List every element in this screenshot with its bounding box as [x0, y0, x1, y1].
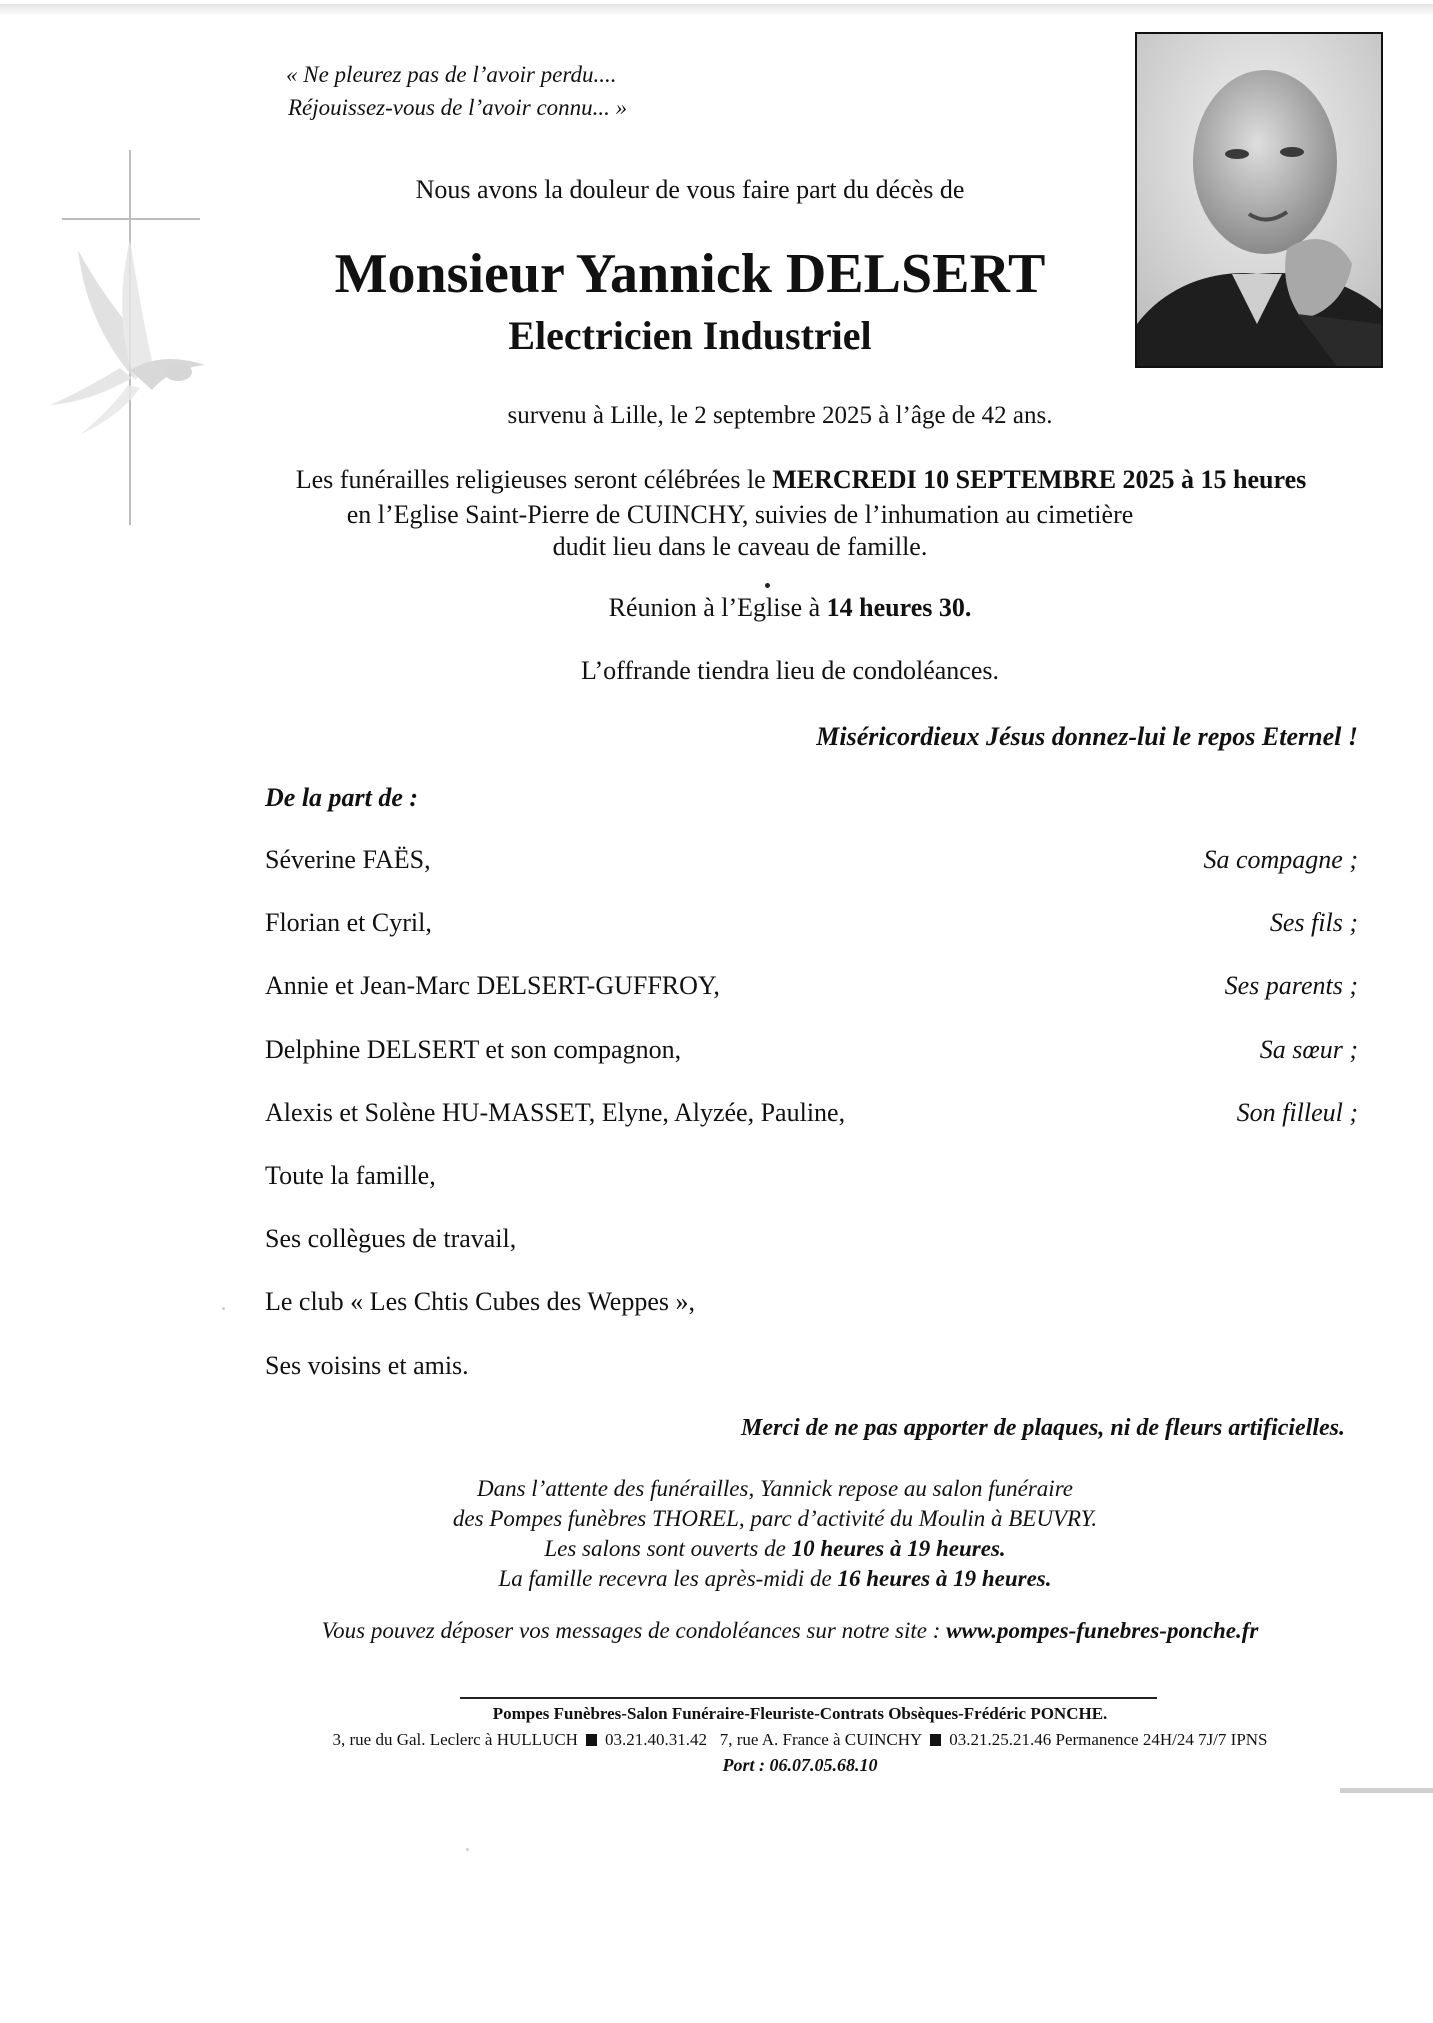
family-member-name: Delphine DELSERT et son compagnon, [265, 1034, 682, 1064]
family-member [265, 1287, 1358, 1350]
family-member-name: Le club « Les Chtis Cubes des Weppes », [265, 1287, 695, 1317]
family-visit-hours: 16 heures à 19 heures. [837, 1566, 1052, 1591]
family-member-name: Florian et Cyril, [265, 908, 432, 938]
funeral-datetime: MERCREDI 10 SEPTEMBRE 2025 à 15 heures [772, 465, 1307, 494]
family-member [265, 971, 1358, 1034]
family-list [265, 845, 1358, 1414]
footer-address-cuinchy: 7, rue A. France à CUINCHY [719, 1730, 923, 1749]
quote-line-2: Réjouissez-vous de l’avoir connu... » [288, 95, 628, 120]
wait-line-1: Dans l’attente des funérailles, Yannick repose au salon funéraire [476, 1476, 1074, 1501]
footer-permanence: Permanence 24H/24 7J/7 IPNS [1055, 1730, 1268, 1749]
funeral-line-2: en l’Eglise Saint-Pierre de CUINCHY, suivies de l’inhumation au cimetière [346, 500, 1134, 529]
opening-quote [286, 58, 627, 124]
portrait-image [1137, 34, 1381, 366]
reunion-line [400, 593, 1180, 623]
family-member [265, 1035, 1358, 1098]
stray-dot [765, 583, 770, 588]
family-member [265, 1224, 1358, 1287]
family-member-relation: Sa sœur ; [1259, 1034, 1358, 1064]
offrande-line: L’offrande tiendra lieu de condoléances. [581, 656, 999, 685]
dove-icon [40, 230, 215, 440]
condolences-site-prefix: Vous pouvez déposer vos messages de condoléances sur notre site : [321, 1618, 947, 1643]
family-member [265, 1161, 1358, 1224]
family-heading: De la part de : [265, 783, 419, 812]
flowers-notice: Merci de ne pas apporter de plaques, ni de fleurs artificielles. [741, 1415, 1345, 1441]
phone-icon [586, 1734, 597, 1746]
deceased-name: Monsieur Yannick DELSERT [334, 243, 1046, 305]
wait-line-2: des Pompes funèbres THOREL, parc d’activité du Moulin à BEUVRY. [452, 1506, 1098, 1531]
family-member-name: Séverine FAËS, [265, 845, 431, 874]
family-visit-prefix: La famille recevra les après-midi de [498, 1566, 838, 1591]
family-member-name: Ses voisins et amis. [265, 1350, 469, 1380]
quote-line-1: « Ne pleurez pas de l’avoir perdu.... [286, 62, 617, 87]
deceased-profession: Electricien Industriel [508, 313, 872, 358]
footer-contacts [140, 1730, 1433, 1750]
funeral-line-1 [238, 465, 1364, 495]
funeral-home-notice [345, 1474, 1205, 1594]
scan-speck [222, 1307, 225, 1310]
family-visit-line [345, 1564, 1205, 1594]
reunion-time: 14 heures 30. [826, 593, 972, 622]
family-member-name: Toute la famille, [265, 1160, 436, 1190]
condolences-site-link[interactable]: www.pompes-funebres-ponche.fr [946, 1618, 1259, 1643]
funeral-line-1-prefix: Les funérailles religieuses seront célébrées le [295, 465, 773, 494]
death-date-line: survenu à Lille, le 2 septembre 2025 à l’âge de 42 ans. [507, 402, 1053, 429]
family-member [265, 1351, 1358, 1414]
family-member [265, 908, 1358, 971]
family-member [265, 845, 1358, 908]
family-member-name: Annie et Jean-Marc DELSERT-GUFFROY, [265, 971, 720, 1001]
family-member-relation: Sa compagne ; [1203, 845, 1358, 874]
family-member-relation: Ses fils ; [1269, 908, 1358, 938]
family-member-name: Alexis et Solène HU-MASSET, Elyne, Alyzée, Pauline, [265, 1097, 846, 1127]
opening-hours-line [345, 1534, 1205, 1564]
footer-phone-cuinchy[interactable]: 03.21.25.21.46 [949, 1730, 1052, 1749]
scan-speck [466, 1848, 469, 1851]
portrait-photo [1135, 32, 1383, 368]
family-member-relation: Son filleul ; [1236, 1097, 1358, 1127]
phone-icon [930, 1734, 941, 1746]
scan-edge-top [0, 4, 1433, 14]
condolences-site-line [240, 1618, 1340, 1644]
opening-hours-prefix: Les salons sont ouverts de [544, 1536, 792, 1561]
family-member-relation: Ses parents ; [1224, 971, 1358, 1001]
reunion-prefix: Réunion à l’Eglise à [608, 593, 827, 622]
footer-company: Pompes Funèbres-Salon Funéraire-Fleuriste-Contrats Obsèques-Frédéric PONCHE. [492, 1704, 1108, 1723]
footer-phone-hulluch[interactable]: 03.21.40.31.42 [604, 1730, 707, 1749]
announcement-intro: Nous avons la douleur de vous faire part du décès de [415, 175, 965, 204]
footer-divider [460, 1697, 1157, 1699]
footer-mobile[interactable]: Port : 06.07.05.68.10 [722, 1755, 878, 1775]
family-member-name: Ses collègues de travail, [265, 1224, 517, 1254]
family-member [265, 1098, 1358, 1161]
opening-hours: 10 heures à 19 heures. [791, 1536, 1006, 1561]
footer-address-hulluch: 3, rue du Gal. Leclerc à HULLUCH [332, 1730, 578, 1749]
funeral-line-3: dudit lieu dans le caveau de famille. [552, 532, 928, 561]
prayer-line: Miséricordieux Jésus donnez-lui le repos Eternel ! [816, 722, 1358, 751]
cross-icon-bar [62, 218, 200, 220]
scan-edge-right [1340, 1788, 1433, 1793]
